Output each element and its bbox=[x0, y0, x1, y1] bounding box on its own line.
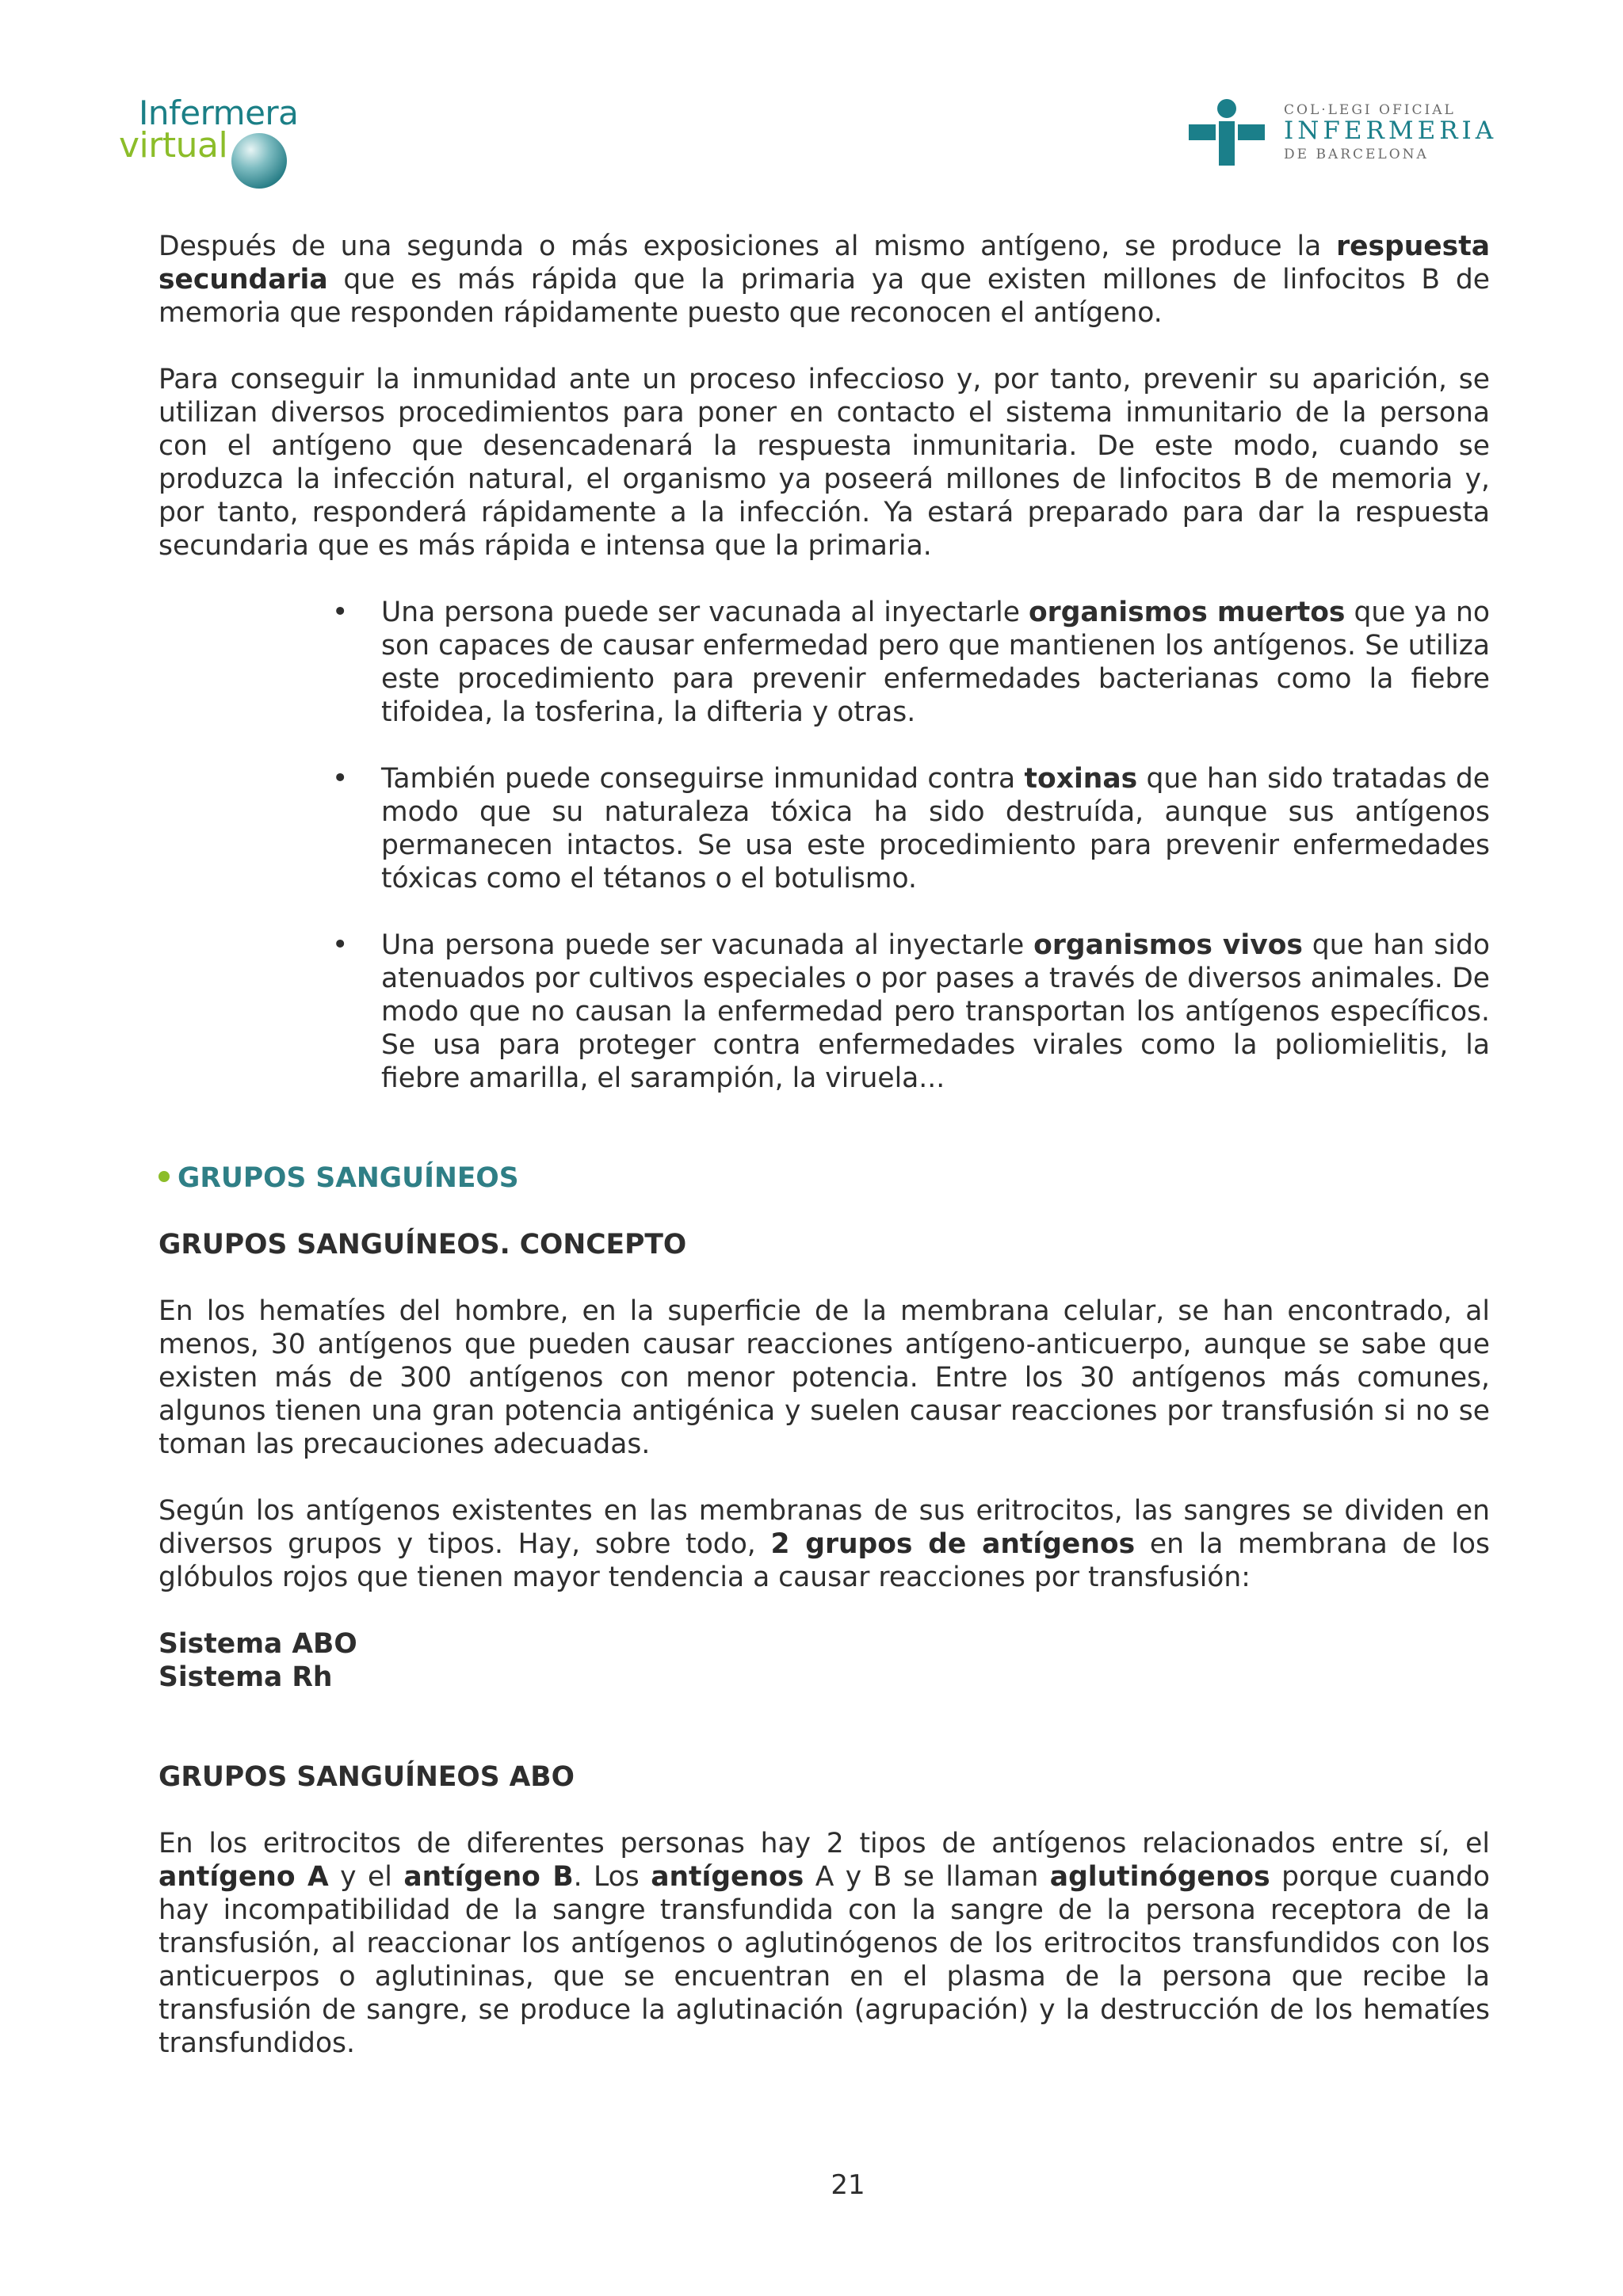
list-item: • Una persona puede ser vacunada al inyectarle organismos vivos que han sido atenuados por cultivos especiales o por pases a través de diversos animales. De modo que no causan la enfermedad pero transportan los antígenos específicos. Se usa para proteger contra enfermedades virales como la poliomielitis, la fiebre amarilla, el sarampión, la viruela... bbox=[332, 929, 1490, 1094]
heading-abo: GRUPOS SANGUÍNEOS ABO bbox=[158, 1761, 575, 1793]
systems-list bbox=[158, 1627, 1490, 1694]
system-abo: Sistema ABO bbox=[158, 1628, 357, 1660]
heading-concepto: GRUPOS SANGUÍNEOS. CONCEPTO bbox=[158, 1229, 687, 1261]
nurse-cross-icon bbox=[1189, 99, 1264, 166]
paragraph-abo: En los eritrocitos de diferentes personas hay 2 tipos de antígenos relacionados entre sí, el antígeno A y el antígeno B. Los antígenos A y B se llaman aglutinógenos porque cuando hay incompatibilidad de la sangre transfundida con la sangre de la persona receptora de la transfusión, al reaccionar los antígenos o aglutinógenos de los eritrocitos transfundidos con los anticuerpos o aglutininas, que se encuentran en el plasma de la persona que recibe la transfusión de sangre, se produce la aglutinación (agrupación) y la destrucción de los hematíes transfundidos. bbox=[158, 1828, 1490, 2059]
paragraph-inmunidad: Para conseguir la inmunidad ante un proceso infeccioso y, por tanto, prevenir su aparición, se utilizan diversos procedimientos para poner en contacto el sistema inmunitario de la persona con el antígeno que desencadenará la respuesta inmunitaria. De este modo, cuando se produzca la infección natural, el organismo ya poseerá millones de linfocitos B de memoria y, por tanto, responderá rápidamente a la infección. Ya estará preparado para dar la respuesta secundaria que es más rápida e intensa que la primaria. bbox=[158, 364, 1490, 562]
logo-word-virtual: virtual bbox=[119, 125, 228, 166]
globe-icon bbox=[231, 133, 287, 189]
system-rh: Sistema Rh bbox=[158, 1661, 333, 1693]
section-title: GRUPOS SANGUÍNEOS bbox=[158, 1161, 1490, 1195]
infermera-virtual-logo bbox=[119, 93, 317, 193]
bullet-icon: • bbox=[332, 929, 349, 961]
list-item: • Una persona puede ser vacunada al inyectarle organismos muertos que ya no son capaces de causar enfermedad pero que mantienen los antígenos. Se utiliza este procedimiento para prevenir enfermedades bacterianas como la fiebre tifoidea, la tosferina, la difteria y otras. bbox=[332, 597, 1490, 728]
paragraph-antigenos: Según los antígenos existentes en las membranas de sus eritrocitos, las sangres se dividen en diversos grupos y tipos. Hay, sobre todo, 2 grupos de antígenos en la membrana de los glóbulos rojos que tienen mayor tendencia a causar reacciones por transfusión: bbox=[158, 1495, 1490, 1593]
paragraph-hematies: En los hematíes del hombre, en la superficie de la membrana celular, se han encontrado, al menos, 30 antígenos que pueden causar reacciones antígeno-anticuerpo, aunque se sabe que existen más de 300 antígenos con menor potencia. Entre los 30 antígenos más comunes, algunos tienen una gran potencia antigénica y suelen causar reacciones por transfusión si no se toman las precauciones adecuadas. bbox=[158, 1295, 1490, 1460]
document-body bbox=[158, 230, 1490, 2093]
page-number: 21 bbox=[831, 2169, 865, 2201]
logo-text-collegi: COL·LEGI OFICIAL bbox=[1284, 102, 1456, 118]
paragraph-respuesta-secundaria: Después de una segunda o más exposiciones al mismo antígeno, se produce la respuesta secundaria que es más rápida que la primaria ya que existen millones de linfocitos B de memoria que responden rápidamente puesto que reconocen el antígeno. bbox=[158, 231, 1490, 329]
list-item: • También puede conseguirse inmunidad contra toxinas que han sido tratadas de modo que su naturaleza tóxica ha sido destruída, aunque sus antígenos permanecen intactos. Se usa este procedimiento para prevenir enfermedades tóxicas como el tétanos o el botulismo. bbox=[332, 763, 1490, 894]
logo-word-infermera: Infermera bbox=[139, 93, 299, 132]
vaccination-list bbox=[158, 596, 1490, 1095]
logo-text-barcelona: DE BARCELONA bbox=[1284, 147, 1429, 162]
coib-logo bbox=[1189, 99, 1498, 170]
page-header bbox=[0, 0, 1623, 198]
bullet-icon: • bbox=[332, 597, 349, 628]
logo-text-infermeria: INFERMERIA bbox=[1284, 116, 1498, 145]
bullet-icon: • bbox=[332, 763, 349, 795]
green-dot-icon bbox=[158, 1171, 170, 1182]
